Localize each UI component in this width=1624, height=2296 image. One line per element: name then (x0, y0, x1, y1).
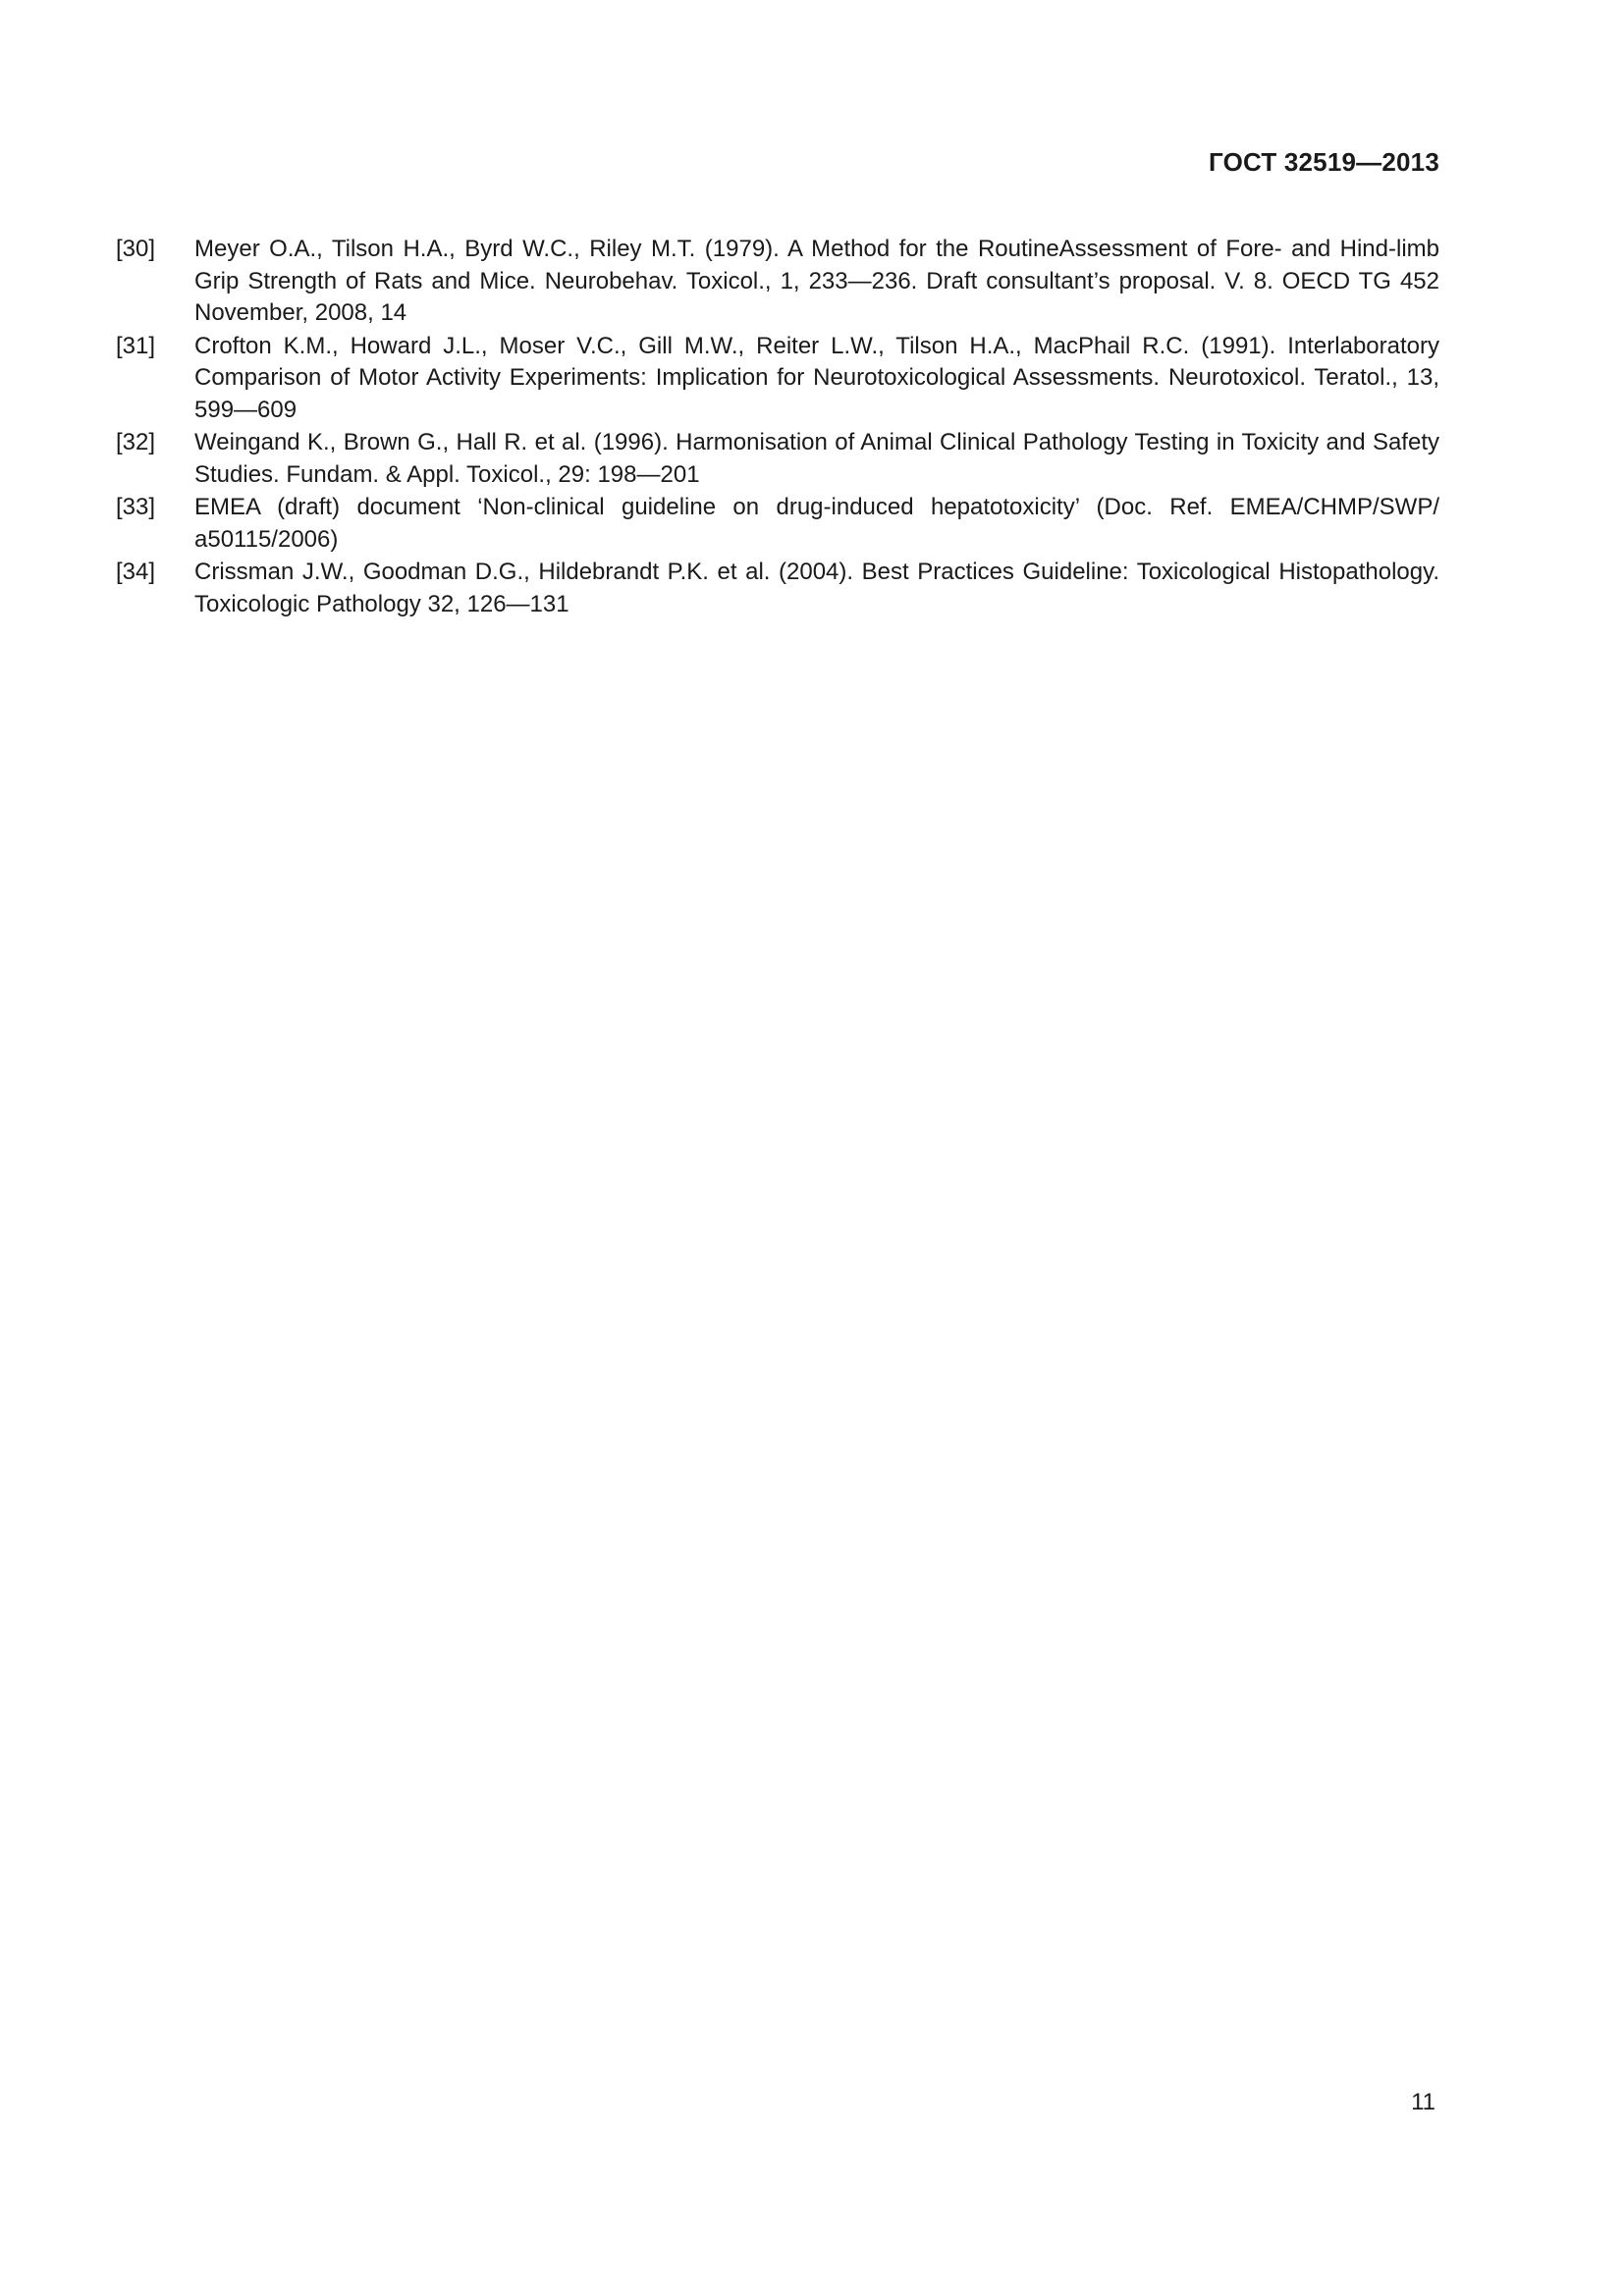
page-number: 11 (1411, 2089, 1435, 2115)
reference-text: Crofton K.M., Howard J.L., Moser V.C., Gill M.W., Reiter L.W., Tilson H.A., MacPhail R.C. (1991). Interlaboratory Comparison of Motor Activity Experiments: Implication for Neurotoxicological Assessments. Neurotoxicol. Teratol., 13, 599—609 (194, 332, 1439, 423)
reference-list (116, 234, 1439, 621)
standard-header: ГОСТ 32519—2013 (1209, 147, 1439, 177)
reference-item (116, 331, 1439, 427)
reference-text: Crissman J.W., Goodman D.G., Hildebrandt P.K. et al. (2004). Best Practices Guideline: Toxicological Histopathology. Toxicologic Pathology 32, 126—131 (194, 559, 1439, 617)
reference-number: [32] (116, 429, 156, 455)
reference-number: [31] (116, 332, 156, 359)
reference-number: [34] (116, 559, 156, 585)
reference-item (116, 557, 1439, 620)
reference-text: EMEA (draft) document ‘Non-clinical guideline on drug-induced hepatotoxicity’ (Doc. Ref. EMEA/CHMP/SWP/ a50115/2006) (194, 494, 1439, 553)
reference-number: [33] (116, 494, 156, 520)
reference-item (116, 492, 1439, 556)
reference-number: [30] (116, 236, 156, 262)
reference-text: Weingand K., Brown G., Hall R. et al. (1996). Harmonisation of Animal Clinical Pathology Testing in Toxicity and Safety Studies. Fundam. & Appl. Toxicol., 29: 198—201 (194, 429, 1439, 488)
reference-item (116, 234, 1439, 330)
reference-text: Meyer O.A., Tilson H.A., Byrd W.C., Riley M.T. (1979). A Method for the RoutineAssessment of Fore- and Hind-limb Grip Strength of Rats and Mice. Neurobehav. Toxicol., 1, 233—236. Draft consultant’s proposal. V. 8. OECD TG 452 November, 2008, 14 (194, 236, 1439, 326)
reference-item (116, 427, 1439, 491)
